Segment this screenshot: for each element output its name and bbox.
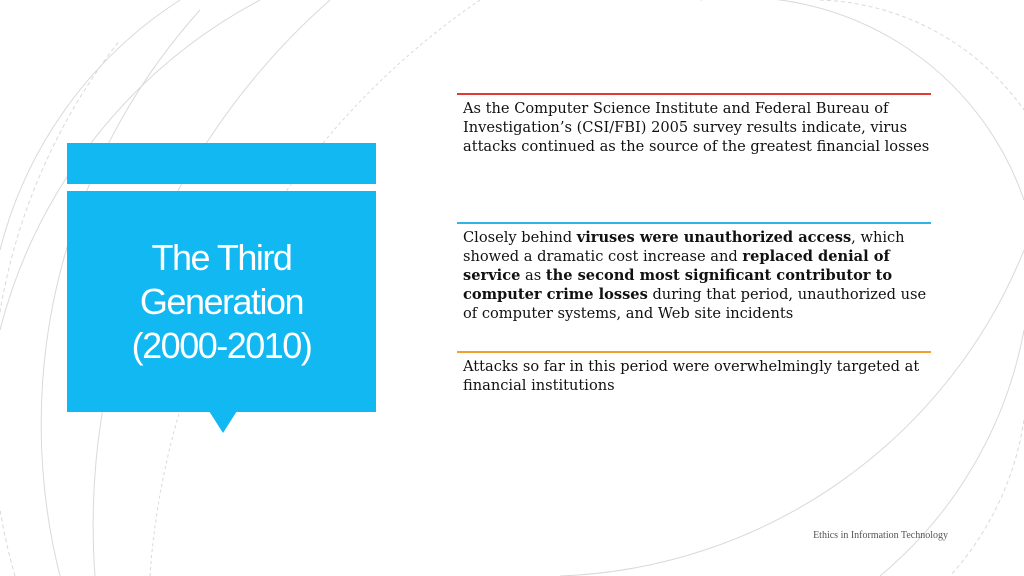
item-2-part: , which showed a dramatic cost increase and xyxy=(463,229,905,265)
title-line-3: (2000-2010) xyxy=(131,324,312,366)
title-accent-bar xyxy=(67,143,376,184)
item-2-bold: viruses were unauthorized access xyxy=(576,229,852,246)
item-2-part: as xyxy=(520,267,546,284)
item-2-part: Closely behind xyxy=(463,229,577,246)
list-item xyxy=(457,351,931,395)
list-item xyxy=(457,222,931,323)
title-pointer xyxy=(209,411,237,433)
list-item xyxy=(457,93,931,156)
slide-title xyxy=(132,236,312,368)
title-line-1: The Third xyxy=(151,236,292,278)
item-2-part: during that period, unauthorized use of computer systems, and Web site incidents xyxy=(463,286,927,322)
footer-text: Ethics in Information Technology xyxy=(813,530,948,541)
item-1-text: As the Computer Science Institute and Federal Bureau of Investigation’s (CSI/FBI) 2005 survey results indicate, virus attacks continued as the source of the greatest financial losses xyxy=(463,100,930,155)
title-box xyxy=(67,191,376,412)
item-2-bold: the second most significant contributor to computer crime losses xyxy=(463,267,893,303)
item-2-text xyxy=(457,222,931,323)
divider-rule xyxy=(457,93,931,95)
title-line-2: Generation xyxy=(139,280,304,322)
divider-rule xyxy=(457,222,931,224)
divider-rule xyxy=(457,351,931,353)
item-2-bold: replaced denial of service xyxy=(463,248,890,284)
item-3-text: Attacks so far in this period were overwhelmingly targeted at financial institutions xyxy=(463,358,920,394)
